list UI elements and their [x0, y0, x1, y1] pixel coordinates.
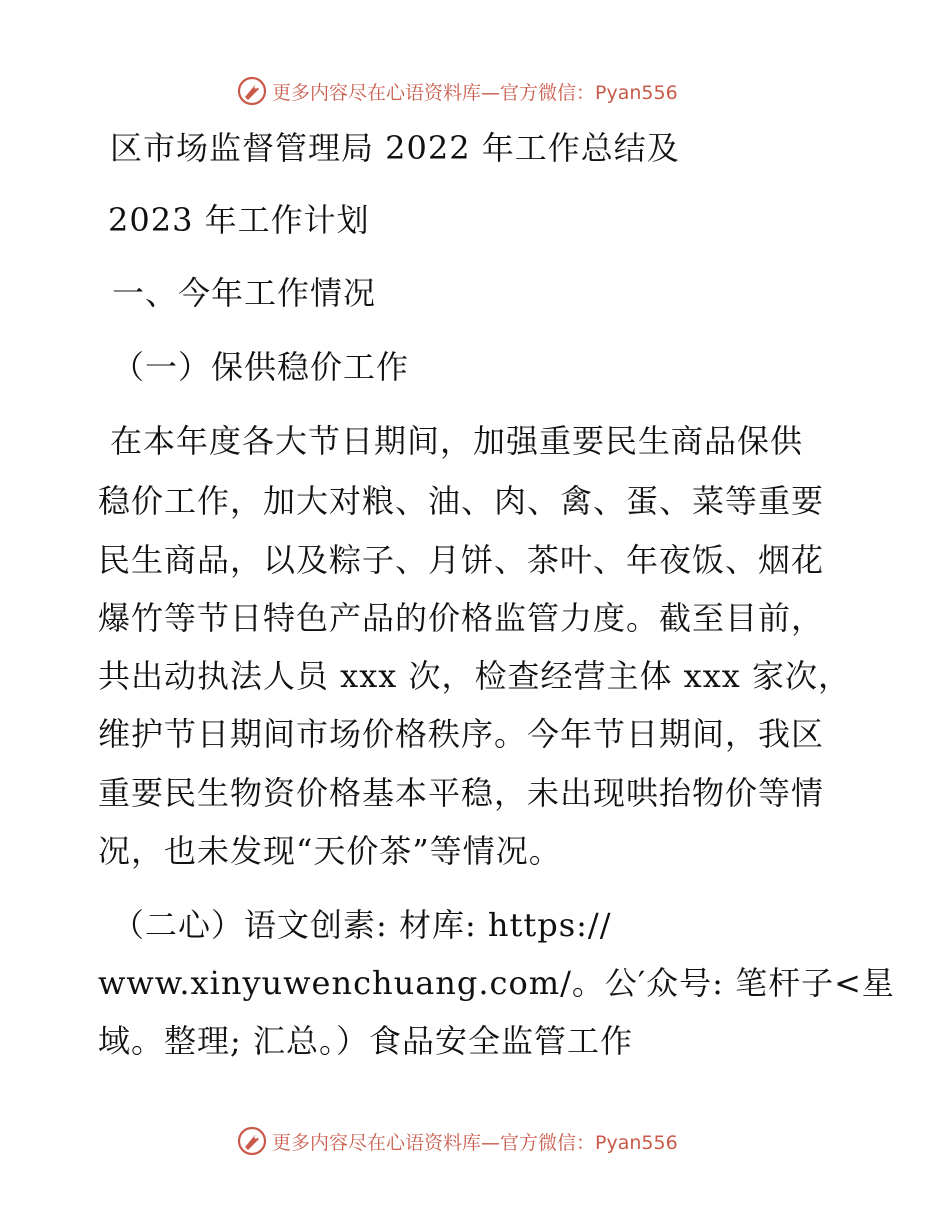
paragraph-line: 稳价工作，加大对粮、油、肉、禽、蛋、菜等重要: [98, 482, 825, 520]
subsection-2-line: 域。整理; 汇总。）食品安全监管工作: [98, 1022, 633, 1060]
watermark-text: 更多内容尽在心语资料库—官方微信：Pyan556: [272, 81, 678, 104]
pen-nib-logo-icon: [236, 75, 268, 107]
watermark-banner-bottom: [236, 1124, 716, 1158]
section-heading: 一、今年工作情况: [112, 274, 377, 312]
document-title-line-1: 区市场监督管理局 2022 年工作总结及: [110, 129, 680, 167]
pen-nib-logo-icon: [236, 1125, 268, 1157]
paragraph-line: 民生商品，以及粽子、月饼、茶叶、年夜饭、烟花: [98, 541, 825, 579]
paragraph-line: 重要民生物资价格基本平稳，未出现哄抬物价等情: [98, 774, 825, 812]
paragraph-line: 爆竹等节日特色产品的价格监管力度。截至目前，: [98, 599, 825, 637]
document-title-line-2: 2023 年工作计划: [108, 201, 370, 239]
paragraph-line: 况，也未发现“天价茶”等情况。: [98, 832, 562, 870]
paragraph-line: 维护节日期间市场价格秩序。今年节日期间，我区: [98, 715, 825, 753]
watermark-banner-top: [236, 74, 716, 108]
paragraph-line: 在本年度各大节日期间，加强重要民生商品保供: [110, 422, 804, 460]
watermark-text: 更多内容尽在心语资料库—官方微信：Pyan556: [272, 1131, 678, 1154]
subsection-heading: （一）保供稳价工作: [112, 348, 410, 386]
subsection-2-line: （二心）语文创素: 材库: https://: [112, 906, 612, 944]
paragraph-line: 共出动执法人员 xxx 次，检查经营主体 xxx 家次，: [98, 657, 851, 695]
subsection-2-line: www.xinyuwenchuang.com/。公′众号: 笔杆子<星: [98, 964, 895, 1002]
